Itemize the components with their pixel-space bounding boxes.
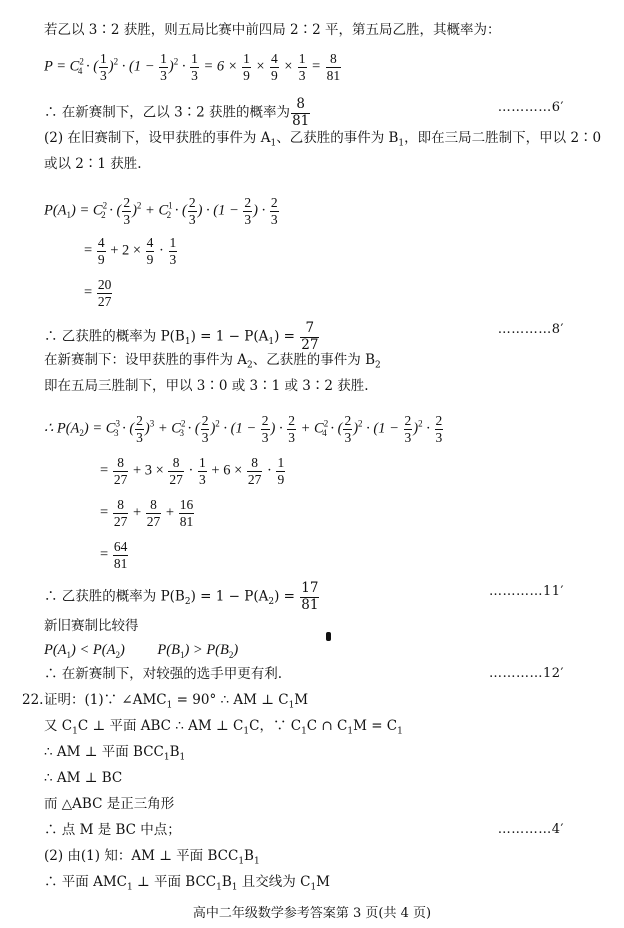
question-number: 22.: [22, 692, 44, 708]
text-line: 或以 2∶1 获胜.: [44, 156, 142, 172]
text-line: ∴ AM ⊥ BC: [44, 770, 123, 786]
formula-compare: $P(A_1) < P(A_2)$ $P(B_1) > P(B_2)$: [44, 642, 239, 660]
score-mark: …………12′: [489, 666, 564, 681]
text-line: 即在五局三胜制下，甲以 3∶0 或 3∶1 或 3∶2 获胜.: [44, 378, 369, 394]
ink-dot: [326, 632, 331, 641]
text-line: ∴ 乙获胜的概率为 $P(B_1) = 1 - P(A_1)$ = $\frac{7}{27}$: [44, 320, 319, 353]
text-line: (2) 在旧赛制下，设甲获胜的事件为 $A_1$、乙获胜的事件为 $B_1$，即在三局二胜制下，甲以 2∶0: [44, 130, 602, 149]
formula-step: = $\frac{20}{27}$: [84, 277, 112, 309]
text-line: 新旧赛制比较得: [44, 618, 139, 634]
text-line: ∴ 乙获胜的概率为 $P(B_2) = 1 - P(A_2)$ = $\frac{17}{81}$: [44, 580, 319, 613]
score-mark: …………11′: [489, 584, 564, 599]
text-line: 又 $C_1C$ ⊥ 平面 ABC ∴ AM ⊥ $C_1C$，∵ $C_1C$ ∩ $C_1M = C_1$: [44, 718, 403, 737]
text-line: 而 △ABC 是正三角形: [44, 796, 175, 812]
text-line: ∴ 在新赛制下，乙以 3∶2 获胜的概率为 $\frac{8}{81}$: [44, 96, 310, 129]
score-mark: …………4′: [497, 822, 564, 837]
text-line: (2) 由(1) 知：AM ⊥ 平面 $BCC_1B_1$: [44, 848, 260, 867]
formula-p-a2: ∴ $P(A_2) = C^3_3$ · ( $\frac{2}{3}$ )$^3 + C^2_3$ · ( $\frac{2}{3}$ )$^2$ · (1 − $\frac{2}{3}$ ) · $\frac{2}{3}$ + $C^2_4$ · ( $\frac{2}{3}$ )$^2$ · (1 − $\frac{2}{3}$ )$^2$ · $\frac{2}{3}$: [44, 413, 443, 445]
text-line: ∴ 平面 $AMC_1$ ⊥ 平面 $BCC_1B_1$ 且交线为 $C_1M$: [44, 874, 330, 893]
text-line: 证明：(1)∵ $\angle AMC_1 = 90^\circ$ ∴ AM ⊥ $C_1M$: [44, 692, 309, 711]
formula-p-b-3-2: $P = C^2_4$ · ( $\frac{1}{3}$ )$^2$ · (1 − $\frac{1}{3}$ )$^2$ · $\frac{1}{3}$ = 6 × $\frac{1}{9}$ × $\frac{4}{9}$ × $\frac{1}{3}$ = $\frac{8}{81}$: [44, 51, 341, 83]
score-mark: …………6′: [497, 100, 564, 115]
page-footer: 高中二年级数学参考答案第 3 页(共 4 页): [192, 906, 432, 921]
formula-p-a1: $P(A_1) = C^2_2$ · ( $\frac{2}{3}$ )$^2 + C^1_2$ · ( $\frac{2}{3}$ ) · (1 − $\frac{2}{3}$ ) · $\frac{2}{3}$: [44, 195, 278, 227]
score-mark: …………8′: [497, 322, 564, 337]
formula-step: = $\frac{8}{27}$ + 3 × $\frac{8}{27}$ · $\frac{1}{3}$ + 6 × $\frac{8}{27}$ · $\frac{1}{9}$: [100, 455, 285, 487]
text-line: 若乙以 3∶2 获胜，则五局比赛中前四局 2∶2 平，第五局乙胜，其概率为：: [44, 22, 501, 38]
text-line: 在新赛制下：设甲获胜的事件为 $A_2$、乙获胜的事件为 $B_2$: [44, 352, 381, 371]
formula-step: = $\frac{64}{81}$: [100, 539, 128, 571]
text-line: ∴ 在新赛制下，对较强的选手甲更有利.: [44, 666, 283, 682]
text-line: ∴ AM ⊥ 平面 $BCC_1B_1$: [44, 744, 186, 763]
formula-step: = $\frac{4}{9}$ + 2 × $\frac{4}{9}$ · $\frac{1}{3}$: [84, 235, 177, 267]
formula-step: = $\frac{8}{27}$ + $\frac{8}{27}$ + $\frac{16}{81}$: [100, 497, 194, 529]
text-line: ∴ 点 M 是 BC 中点；: [44, 822, 181, 838]
